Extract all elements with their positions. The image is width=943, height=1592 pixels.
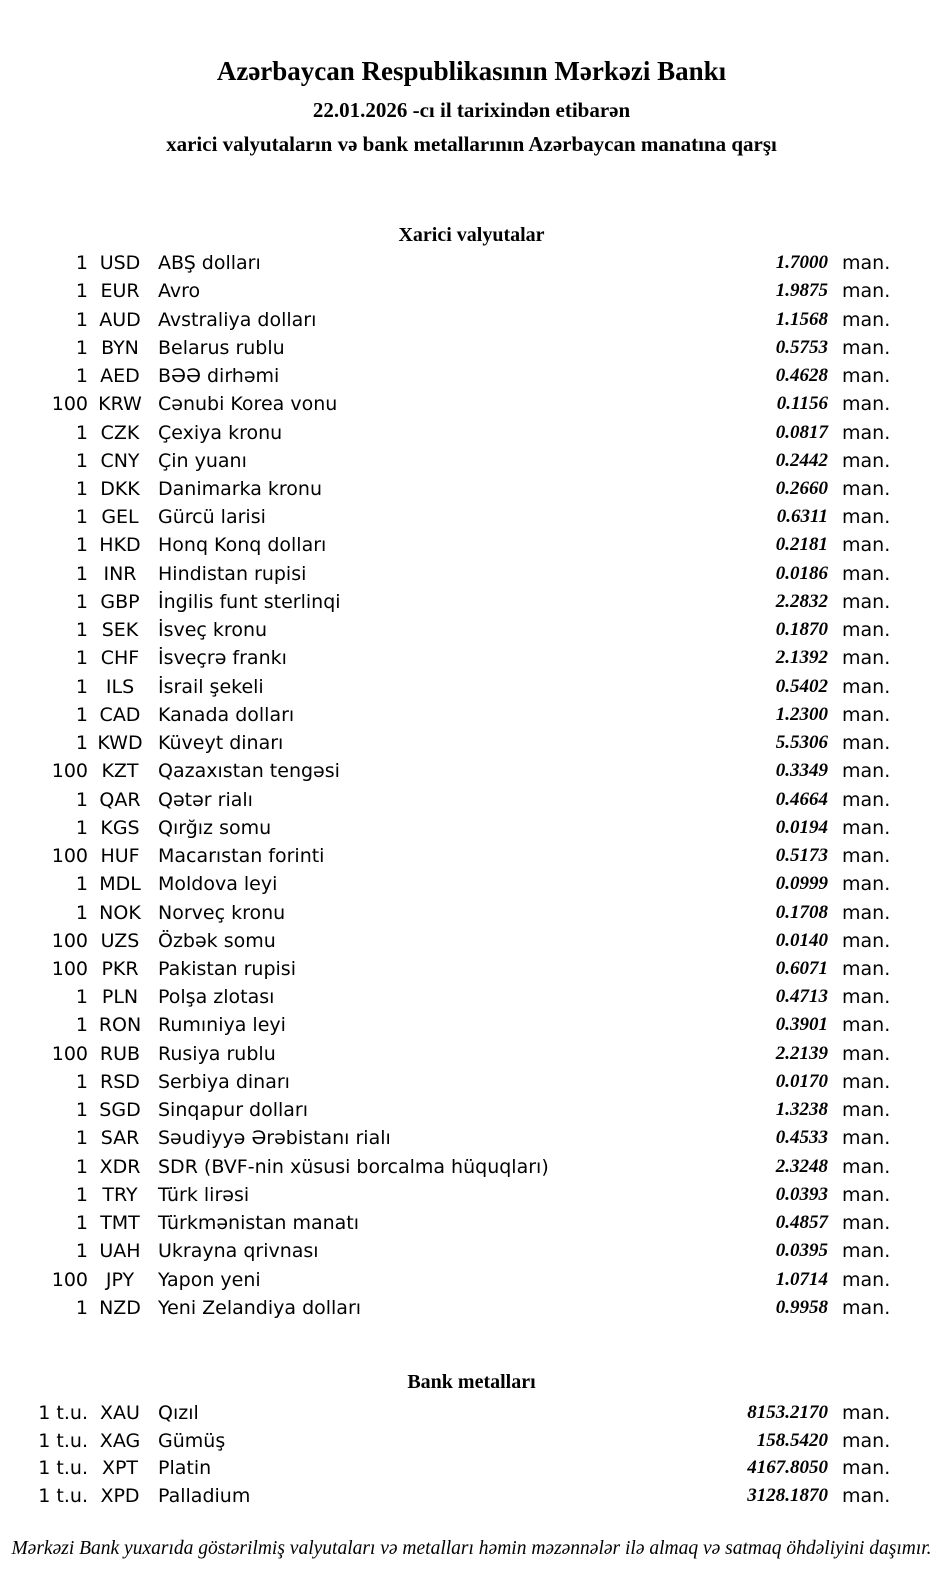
rate-value: 1.7000: [775, 252, 828, 274]
unit-label: man.: [842, 901, 891, 924]
rate-value: 2.3248: [775, 1155, 828, 1177]
table-row: [0, 475, 943, 503]
quantity: 1: [75, 675, 88, 698]
currency-name: Küveyt dinarı: [158, 732, 284, 755]
table-row: [0, 927, 943, 955]
currency-name: Yeni Zelandiya dolları: [158, 1296, 362, 1319]
rate-value: 2.2139: [775, 1042, 828, 1064]
currency-name: Macarıstan forinti: [158, 845, 325, 868]
table-row: [0, 503, 943, 531]
currency-code: NZD: [99, 1296, 141, 1319]
table-row: [0, 616, 943, 644]
table-row: [0, 983, 943, 1011]
unit-label: man.: [842, 365, 891, 388]
unit-label: man.: [842, 703, 891, 726]
quantity: 1 t.u.: [38, 1457, 88, 1480]
rate-value: 8153.2170: [747, 1401, 828, 1423]
table-row: [0, 1294, 943, 1322]
currency-name: İsrail şekeli: [158, 675, 264, 698]
currency-name: Rumıniya leyi: [158, 1014, 286, 1037]
rate-value: 1.3238: [775, 1099, 828, 1121]
quantity: 1: [75, 703, 88, 726]
table-row: [0, 842, 943, 870]
quantity: 1: [75, 1155, 88, 1178]
metal-rate-table: [0, 1399, 943, 1510]
quantity: 1: [75, 336, 88, 359]
rate-value: 0.2660: [775, 477, 828, 499]
table-row: [0, 531, 943, 559]
currency-code: PKR: [101, 957, 139, 980]
currency-name: Avstraliya dolları: [158, 308, 317, 331]
rate-value: 1.1568: [775, 308, 828, 330]
currency-name: Qətər rialı: [158, 788, 253, 811]
quantity: 100: [51, 957, 88, 980]
currency-name: İsveçrə frankı: [158, 647, 287, 670]
table-row: [0, 785, 943, 813]
rate-value: 2.1392: [775, 647, 828, 669]
currency-name: Moldova leyi: [158, 873, 278, 896]
table-row: [0, 644, 943, 672]
currency-code: RON: [98, 1014, 142, 1037]
unit-label: man.: [842, 929, 891, 952]
quantity: 1: [75, 562, 88, 585]
unit-label: man.: [842, 1014, 891, 1037]
table-row: [0, 673, 943, 701]
unit-label: man.: [842, 1183, 891, 1206]
currency-name: Səudiyyə Ərəbistanı rialı: [158, 1127, 391, 1150]
table-row: [0, 1040, 943, 1068]
currency-name: Pakistan rupisi: [158, 957, 296, 980]
quantity: 1: [75, 477, 88, 500]
unit-label: man.: [842, 590, 891, 613]
unit-label: man.: [842, 336, 891, 359]
rate-value: 0.4628: [775, 365, 828, 387]
rate-value: 0.0999: [775, 873, 828, 895]
quantity: 1: [75, 1183, 88, 1206]
unit-label: man.: [842, 816, 891, 839]
unit-label: man.: [842, 1155, 891, 1178]
currency-code: QAR: [99, 788, 141, 811]
currency-code: CHF: [100, 647, 140, 670]
currency-code: XAG: [99, 1429, 141, 1452]
quantity: 1: [75, 1212, 88, 1235]
currency-code: SGD: [99, 1099, 141, 1122]
table-row: [0, 1153, 943, 1181]
currency-name: Qırğız somu: [158, 816, 272, 839]
currency-name: Gürcü larisi: [158, 506, 266, 529]
unit-label: man.: [842, 1484, 891, 1507]
table-row: [0, 1454, 943, 1482]
table-row: [0, 1181, 943, 1209]
quantity: 1: [75, 1099, 88, 1122]
currency-name: Platin: [158, 1457, 212, 1480]
quantity: 1: [75, 421, 88, 444]
rate-value: 1.2300: [775, 703, 828, 725]
currency-code: UZS: [100, 929, 140, 952]
unit-label: man.: [842, 788, 891, 811]
unit-label: man.: [842, 1127, 891, 1150]
unit-label: man.: [842, 1240, 891, 1263]
currency-code: KZT: [101, 760, 139, 783]
quantity: 1: [75, 816, 88, 839]
unit-label: man.: [842, 986, 891, 1009]
unit-label: man.: [842, 675, 891, 698]
quantity: 100: [51, 929, 88, 952]
quantity: 1: [75, 788, 88, 811]
currency-code: KRW: [98, 393, 142, 416]
unit-label: man.: [842, 280, 891, 303]
quantity: 100: [51, 1042, 88, 1065]
quantity: 1: [75, 647, 88, 670]
rate-value: 0.0140: [775, 929, 828, 951]
unit-label: man.: [842, 506, 891, 529]
rate-value: 0.1156: [776, 393, 828, 415]
currency-code: HKD: [99, 534, 141, 557]
rate-value: 0.1708: [775, 901, 828, 923]
currency-code: CAD: [99, 703, 141, 726]
quantity: 100: [51, 845, 88, 868]
table-row: [0, 305, 943, 333]
currency-code: XPD: [100, 1484, 140, 1507]
unit-label: man.: [842, 393, 891, 416]
quantity: 1: [75, 1296, 88, 1319]
unit-label: man.: [842, 1099, 891, 1122]
currency-name: Gümüş: [158, 1429, 226, 1452]
rate-value: 0.0194: [775, 816, 828, 838]
currency-code: HUF: [100, 845, 140, 868]
unit-label: man.: [842, 1429, 891, 1452]
currency-code: XDR: [99, 1155, 141, 1178]
quantity: 1: [75, 986, 88, 1009]
rate-value: 1.9875: [775, 280, 828, 302]
quantity: 1 t.u.: [38, 1401, 88, 1424]
rate-value: 0.4857: [775, 1212, 828, 1234]
rate-value: 3128.1870: [747, 1484, 828, 1506]
currency-code: SAR: [100, 1127, 140, 1150]
rate-value: 1.0714: [775, 1268, 828, 1290]
currency-name: ABŞ dolları: [158, 252, 261, 275]
unit-label: man.: [842, 732, 891, 755]
currency-code: KGS: [100, 816, 140, 839]
rate-value: 0.6311: [776, 506, 828, 528]
rate-value: 4167.8050: [747, 1457, 828, 1479]
rate-value: 0.2181: [775, 534, 828, 556]
currency-name: Qızıl: [158, 1401, 199, 1424]
currency-code: PLN: [101, 986, 139, 1009]
unit-label: man.: [842, 873, 891, 896]
table-row: [0, 1068, 943, 1096]
section-title-foreign-currencies: Xarici valyutalar: [398, 224, 545, 246]
currency-name: Norveç kronu: [158, 901, 286, 924]
currency-name: Cənubi Korea vonu: [158, 393, 338, 416]
quantity: 1 t.u.: [38, 1429, 88, 1452]
unit-label: man.: [842, 534, 891, 557]
currency-code: INR: [103, 562, 137, 585]
quantity: 1: [75, 280, 88, 303]
quantity: 1: [75, 590, 88, 613]
table-row: [0, 362, 943, 390]
table-row: [0, 1209, 943, 1237]
currency-code: DKK: [100, 477, 140, 500]
rate-value: 0.5753: [775, 336, 828, 358]
currency-code: USD: [99, 252, 141, 275]
currency-name: Türk lirəsi: [158, 1183, 250, 1206]
unit-label: man.: [842, 562, 891, 585]
rate-value: 0.1870: [775, 619, 828, 641]
currency-code: RSD: [100, 1070, 140, 1093]
table-row: [0, 334, 943, 362]
currency-code: GEL: [101, 506, 139, 529]
unit-label: man.: [842, 252, 891, 275]
currency-code: AED: [100, 365, 140, 388]
rate-value: 0.4713: [775, 986, 828, 1008]
table-row: [0, 870, 943, 898]
rate-value: 0.5402: [775, 675, 828, 697]
rate-value: 0.0817: [775, 421, 828, 443]
quantity: 1: [75, 619, 88, 642]
rate-value: 0.3349: [775, 760, 828, 782]
quantity: 1: [75, 252, 88, 275]
currency-code: RUB: [99, 1042, 141, 1065]
rate-value: 158.5420: [756, 1429, 828, 1451]
table-row: [0, 1096, 943, 1124]
table-row: [0, 277, 943, 305]
rate-value: 5.5306: [775, 732, 828, 754]
currency-code: ILS: [105, 675, 135, 698]
currency-code: KWD: [97, 732, 143, 755]
rate-value: 0.3901: [775, 1014, 828, 1036]
currency-code: UAH: [99, 1240, 141, 1263]
unit-label: man.: [842, 957, 891, 980]
quantity: 1: [75, 534, 88, 557]
currency-name: Ukrayna qrivnası: [158, 1240, 319, 1263]
quantity: 1: [75, 506, 88, 529]
currency-name: Rusiya rublu: [158, 1042, 276, 1065]
unit-label: man.: [842, 1296, 891, 1319]
currency-name: BƏƏ dirhəmi: [158, 365, 280, 388]
rate-value: 0.4533: [775, 1127, 828, 1149]
table-row: [0, 955, 943, 983]
unit-label: man.: [842, 308, 891, 331]
quantity: 100: [51, 760, 88, 783]
quantity: 1: [75, 732, 88, 755]
quantity: 100: [51, 1268, 88, 1291]
currency-name: Özbək somu: [158, 929, 276, 952]
table-row: [0, 1265, 943, 1293]
unit-label: man.: [842, 449, 891, 472]
table-row: [0, 729, 943, 757]
table-row: [0, 701, 943, 729]
quantity: 1: [75, 1240, 88, 1263]
table-row: [0, 588, 943, 616]
currency-code: CNY: [100, 449, 140, 472]
quantity: 1: [75, 1070, 88, 1093]
currency-code: AUD: [99, 308, 141, 331]
quantity: 1: [75, 308, 88, 331]
quantity: 1 t.u.: [38, 1484, 88, 1507]
currency-code: EUR: [100, 280, 140, 303]
currency-code: TRY: [102, 1183, 138, 1206]
quantity: 1: [75, 873, 88, 896]
table-row: [0, 814, 943, 842]
rate-value: 2.2832: [775, 590, 828, 612]
rate-value: 0.4664: [775, 788, 828, 810]
quantity: 100: [51, 393, 88, 416]
currency-name: Çin yuanı: [158, 449, 247, 472]
currency-code: BYN: [101, 336, 139, 359]
currency-name: Avro: [158, 280, 201, 303]
quantity: 1: [75, 365, 88, 388]
currency-name: Serbiya dinarı: [158, 1070, 290, 1093]
currency-name: SDR (BVF-nin xüsusi borcalma hüquqları): [158, 1155, 549, 1178]
obligation-note: Mərkəzi Bank yuxarıda göstərilmiş valyutaları və metalları həmin məzənnələr ilə almaq və satmaq öhdəliyini daşımır.: [11, 1538, 932, 1559]
currency-code: MDL: [99, 873, 141, 896]
table-row: [0, 1011, 943, 1039]
unit-label: man.: [842, 1070, 891, 1093]
currency-code: XPT: [101, 1457, 139, 1480]
table-row: [0, 757, 943, 785]
table-row: [0, 1482, 943, 1510]
unit-label: man.: [842, 845, 891, 868]
table-row: [0, 1124, 943, 1152]
currency-name: Polşa zlotası: [158, 986, 275, 1009]
currency-code: JPY: [105, 1268, 135, 1291]
unit-label: man.: [842, 619, 891, 642]
page-title: Azərbaycan Respublikasının Mərkəzi Bankı: [216, 56, 727, 86]
currency-name: Palladium: [158, 1484, 251, 1507]
rate-value: 0.9958: [775, 1296, 828, 1318]
quantity: 1: [75, 1127, 88, 1150]
rate-value: 0.2442: [775, 449, 828, 471]
table-row: [0, 249, 943, 277]
currency-name: Belarus rublu: [158, 336, 285, 359]
unit-label: man.: [842, 760, 891, 783]
currency-code: CZK: [100, 421, 140, 444]
unit-label: man.: [842, 1042, 891, 1065]
unit-label: man.: [842, 421, 891, 444]
quantity: 1: [75, 901, 88, 924]
currency-name: Hindistan rupisi: [158, 562, 307, 585]
currency-code: NOK: [99, 901, 141, 924]
currency-name: Çexiya kronu: [158, 421, 283, 444]
currency-code: XAU: [100, 1401, 140, 1424]
quantity: 1: [75, 1014, 88, 1037]
rate-value: 0.0395: [775, 1240, 828, 1262]
table-row: [0, 1399, 943, 1427]
currency-name: Kanada dolları: [158, 703, 295, 726]
currency-name: Yapon yeni: [158, 1268, 261, 1291]
currency-name: Türkmənistan manatı: [158, 1212, 360, 1235]
currency-rate-table: [0, 249, 943, 1322]
currency-code: SEK: [101, 619, 139, 642]
rate-value: 0.0186: [775, 562, 828, 584]
rate-value: 0.6071: [775, 957, 828, 979]
currency-name: İsveç kronu: [158, 619, 268, 642]
unit-label: man.: [842, 1212, 891, 1235]
unit-label: man.: [842, 647, 891, 670]
rate-value: 0.0393: [775, 1183, 828, 1205]
table-row: [0, 560, 943, 588]
effective-date: 22.01.2026 -cı il tarixindən etibarən: [312, 98, 631, 122]
currency-name: İngilis funt sterlinqi: [158, 590, 341, 613]
table-row: [0, 898, 943, 926]
document-subtitle: xarici valyutaların və bank metallarının Azərbaycan manatına qarşı: [166, 132, 777, 156]
currency-code: TMT: [100, 1212, 140, 1235]
currency-name: Qazaxıstan tengəsi: [158, 760, 340, 783]
unit-label: man.: [842, 1401, 891, 1424]
table-row: [0, 447, 943, 475]
table-row: [0, 418, 943, 446]
unit-label: man.: [842, 477, 891, 500]
section-title-bank-metals: Bank metalları: [407, 1371, 536, 1393]
table-row: [0, 390, 943, 418]
unit-label: man.: [842, 1457, 891, 1480]
currency-name: Danimarka kronu: [158, 477, 323, 500]
rate-value: 0.5173: [775, 845, 828, 867]
rate-value: 0.0170: [775, 1070, 828, 1092]
table-row: [0, 1237, 943, 1265]
currency-name: Honq Konq dolları: [158, 534, 327, 557]
currency-code: GBP: [100, 590, 140, 613]
currency-name: Sinqapur dolları: [158, 1099, 309, 1122]
table-row: [0, 1427, 943, 1455]
unit-label: man.: [842, 1268, 891, 1291]
quantity: 1: [75, 449, 88, 472]
